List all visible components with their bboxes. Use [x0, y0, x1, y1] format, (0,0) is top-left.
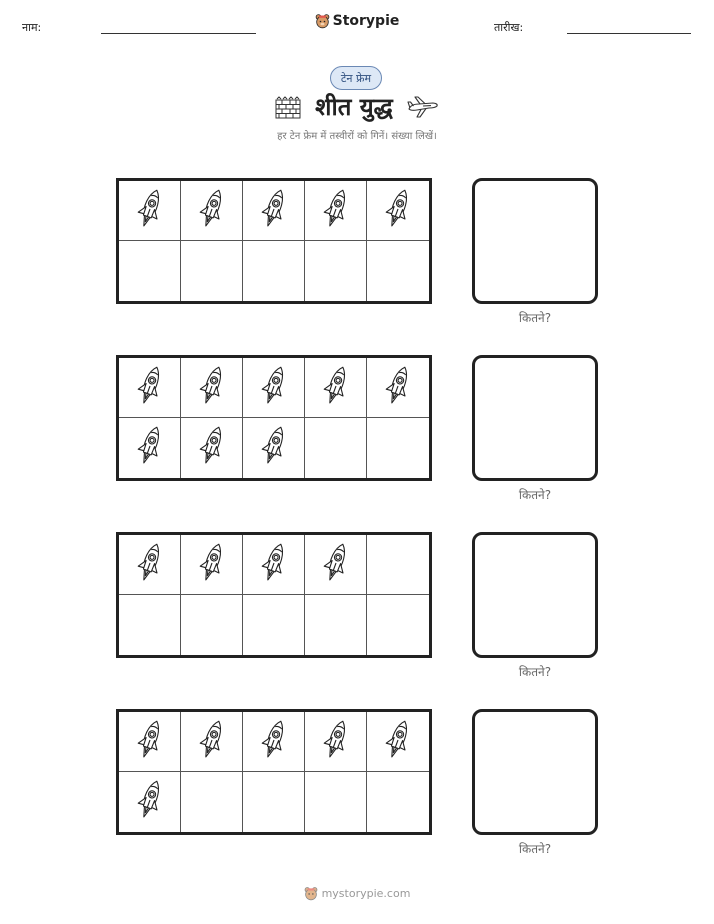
answer-box[interactable] — [472, 178, 598, 304]
rocket-icon — [195, 717, 229, 767]
frame-cell — [305, 535, 367, 595]
count-question: कितने? — [518, 665, 552, 679]
frame-cell — [181, 712, 243, 772]
brick-wall-icon — [275, 95, 301, 119]
rocket-icon — [257, 540, 291, 590]
frame-cell — [305, 418, 367, 478]
date-line[interactable] — [567, 33, 691, 34]
topic-badge: टेन फ्रेम — [330, 66, 382, 90]
count-question: कितने? — [518, 842, 552, 856]
frame-cell — [305, 712, 367, 772]
answer-box[interactable] — [472, 709, 598, 835]
frame-cell — [243, 241, 305, 301]
rocket-icon — [133, 717, 167, 767]
frame-cell — [305, 772, 367, 832]
rocket-icon — [195, 363, 229, 413]
airplane-icon — [407, 95, 439, 119]
rocket-icon — [319, 363, 353, 413]
rocket-icon — [133, 186, 167, 236]
frame-cell — [243, 772, 305, 832]
footer-site: mystorypie.com — [321, 887, 411, 900]
frame-cell — [181, 595, 243, 655]
frame-cell — [367, 358, 429, 418]
frame-cell — [119, 535, 181, 595]
bear-mascot-icon — [315, 13, 330, 29]
name-line[interactable] — [101, 33, 256, 34]
frame-cell — [243, 712, 305, 772]
rocket-icon — [133, 423, 167, 473]
frame-cell — [181, 181, 243, 241]
rocket-icon — [319, 186, 353, 236]
rocket-icon — [381, 186, 415, 236]
rocket-icon — [381, 717, 415, 767]
frame-cell — [305, 595, 367, 655]
frame-cell — [119, 358, 181, 418]
frame-cell — [181, 772, 243, 832]
rocket-icon — [195, 423, 229, 473]
frame-cell — [243, 358, 305, 418]
ten-frame — [116, 355, 432, 481]
frame-cell — [367, 241, 429, 301]
frame-cell — [367, 181, 429, 241]
name-label: नाम: — [22, 21, 42, 34]
frame-cell — [119, 241, 181, 301]
rocket-icon — [133, 540, 167, 590]
rocket-icon — [319, 717, 353, 767]
worksheet-title — [0, 90, 714, 123]
frame-cell — [367, 712, 429, 772]
answer-box[interactable] — [472, 532, 598, 658]
rocket-icon — [257, 363, 291, 413]
frame-cell — [119, 418, 181, 478]
frame-cell — [367, 772, 429, 832]
rocket-icon — [257, 717, 291, 767]
frame-cell — [243, 181, 305, 241]
rocket-icon — [133, 363, 167, 413]
count-question: कितने? — [518, 311, 552, 325]
rocket-icon — [381, 363, 415, 413]
rocket-icon — [257, 186, 291, 236]
instructions: हर टेन फ्रेम में तस्वीरों को गिनें। संख्या लिखें। — [277, 131, 437, 142]
frame-cell — [305, 241, 367, 301]
count-question: कितने? — [518, 488, 552, 502]
rocket-icon — [257, 423, 291, 473]
frame-cell — [367, 418, 429, 478]
rocket-icon — [195, 186, 229, 236]
frame-cell — [119, 772, 181, 832]
frame-cell — [367, 535, 429, 595]
frame-cell — [181, 535, 243, 595]
frame-cell — [243, 418, 305, 478]
bear-mascot-icon — [304, 886, 318, 901]
frame-cell — [243, 595, 305, 655]
ten-frame — [116, 178, 432, 304]
frame-cell — [119, 181, 181, 241]
frame-cell — [119, 712, 181, 772]
date-label: तारीख: — [494, 21, 524, 34]
ten-frame — [116, 709, 432, 835]
brand-logo — [0, 13, 714, 33]
frame-cell — [119, 595, 181, 655]
ten-frame — [116, 532, 432, 658]
rocket-icon — [319, 540, 353, 590]
brand-name: Storypie — [332, 13, 400, 29]
frame-cell — [305, 181, 367, 241]
frame-cell — [181, 418, 243, 478]
answer-box[interactable] — [472, 355, 598, 481]
rocket-icon — [195, 540, 229, 590]
frame-cell — [181, 358, 243, 418]
title-text: शीत युद्ध — [315, 93, 393, 121]
frame-cell — [243, 535, 305, 595]
frame-cell — [305, 358, 367, 418]
footer — [0, 886, 714, 905]
frame-cell — [367, 595, 429, 655]
rocket-icon — [133, 777, 167, 827]
frame-cell — [181, 241, 243, 301]
